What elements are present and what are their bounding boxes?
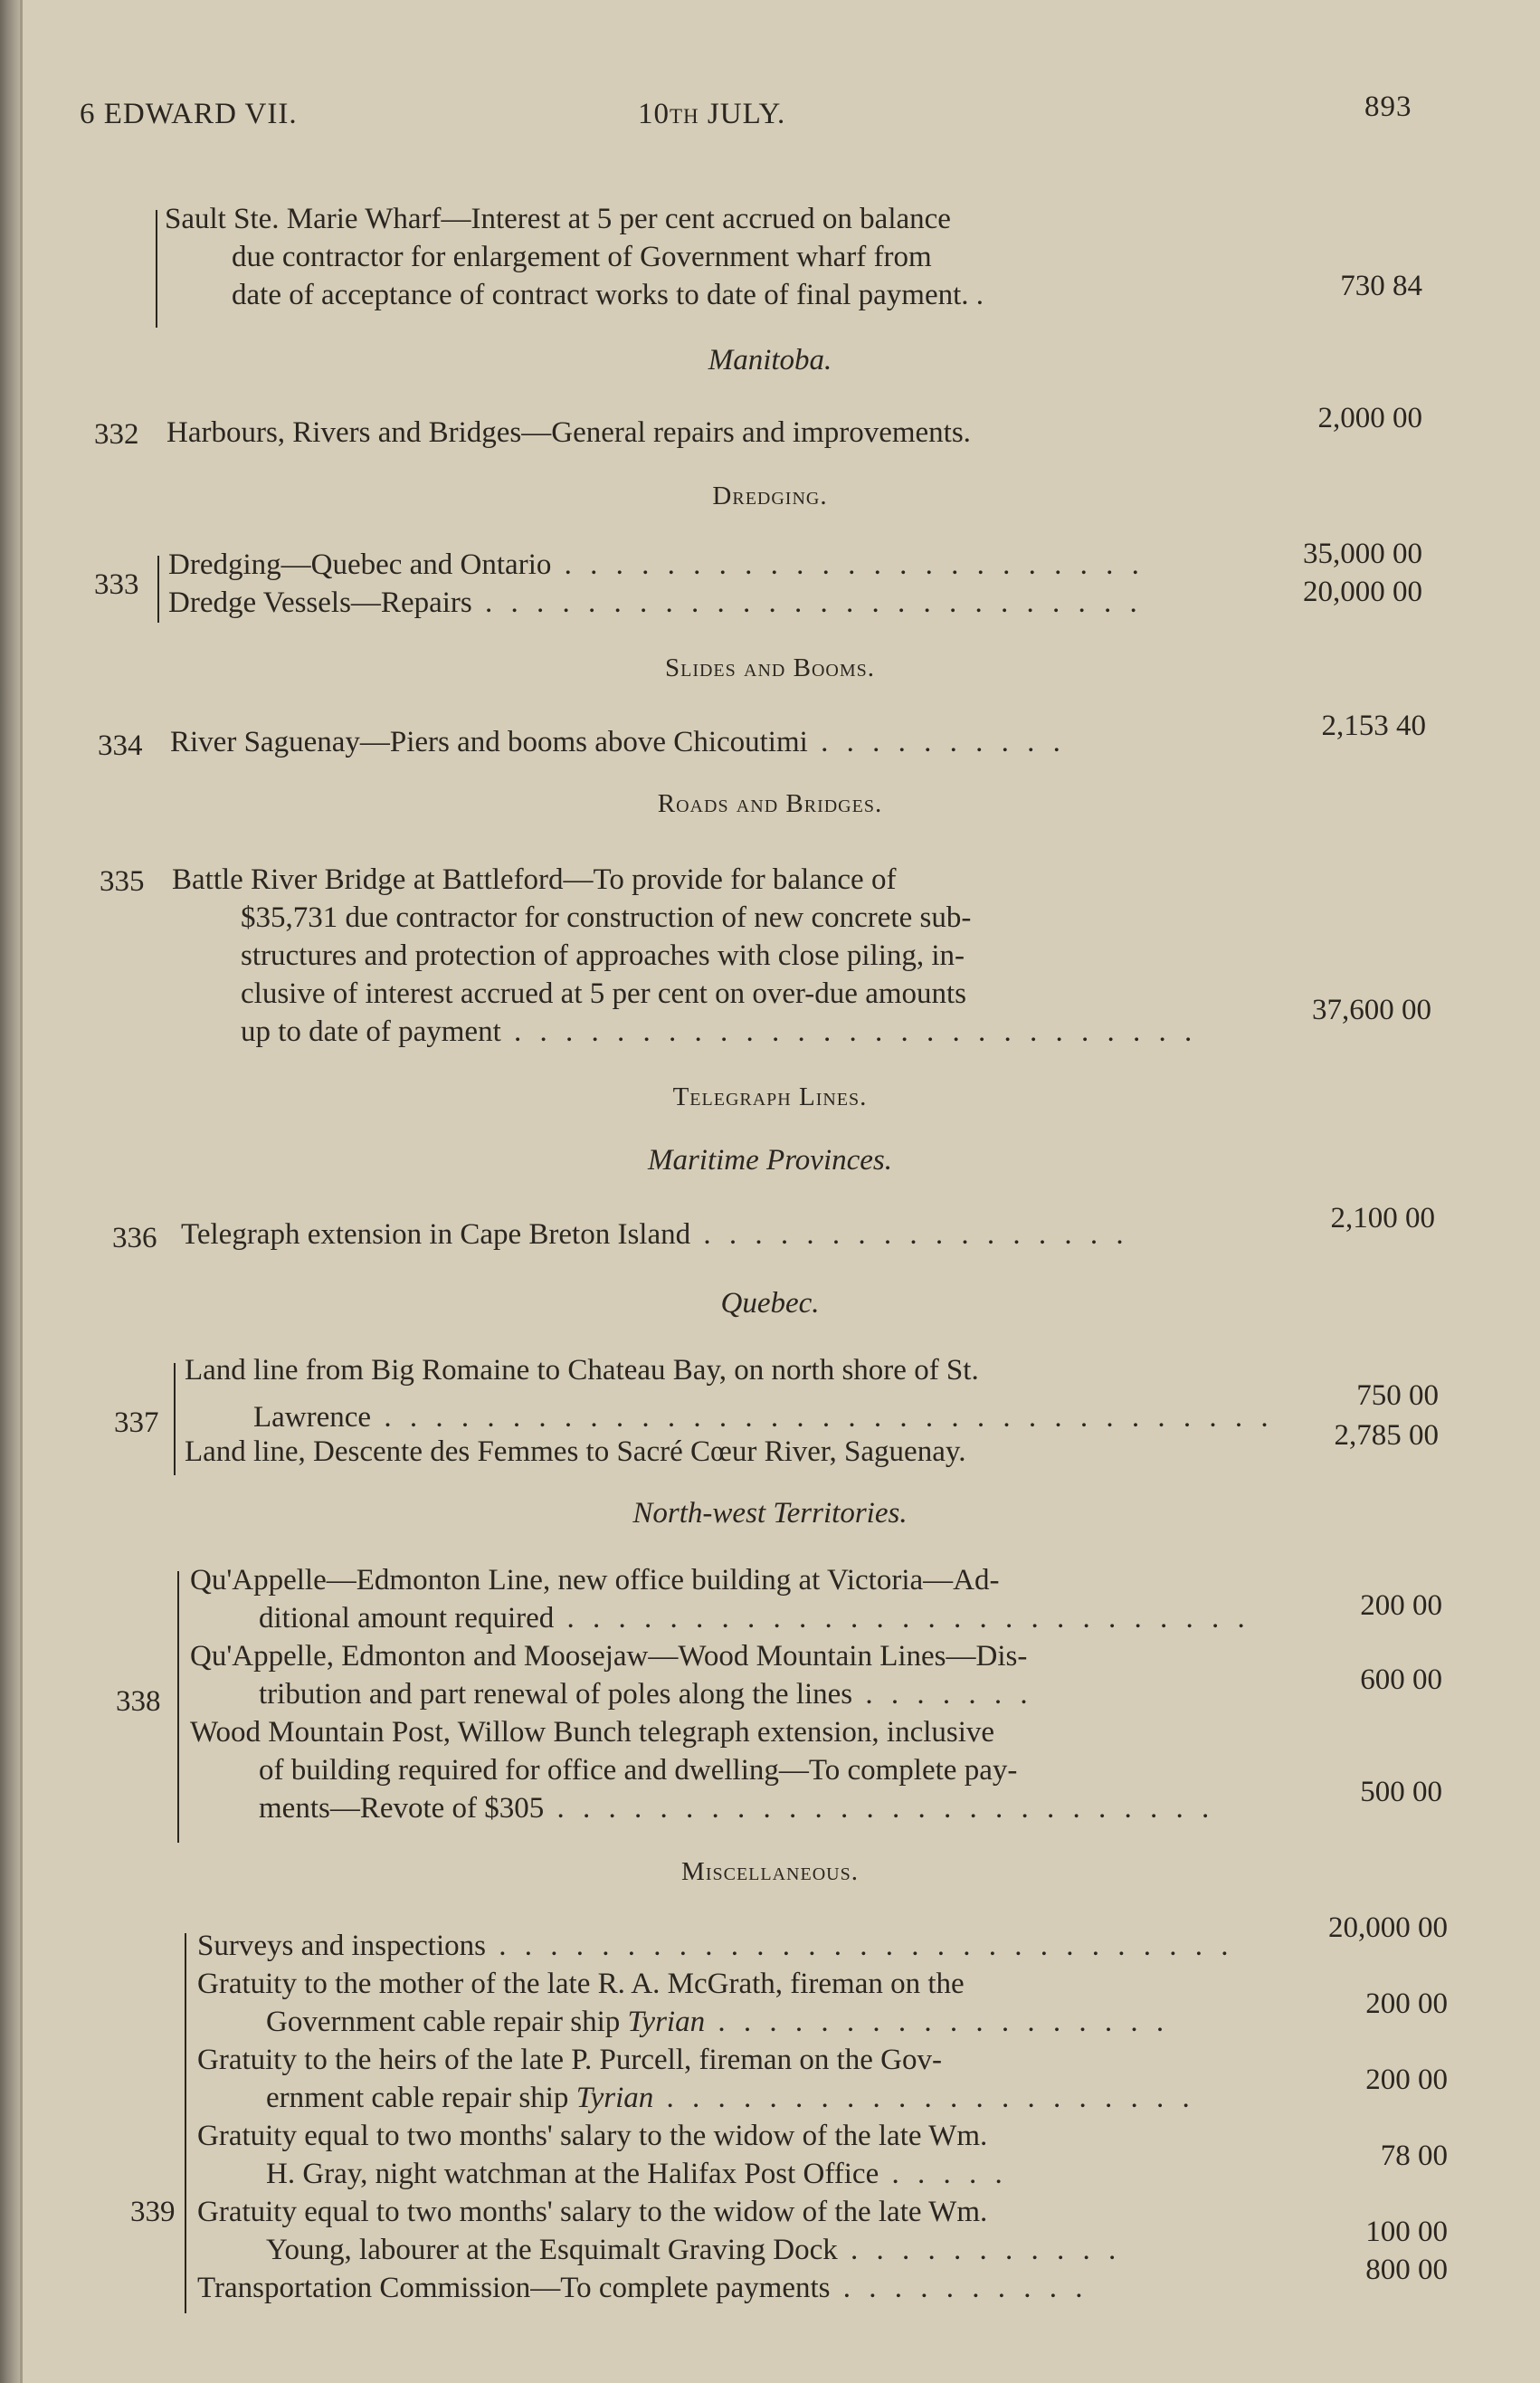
vote-number-332: 332 [94, 418, 139, 451]
vote-number-336: 336 [112, 1222, 157, 1254]
slides-amount: 2,153 40 [1321, 710, 1426, 742]
misc-amount-3: 200 00 [1365, 2064, 1448, 2096]
header-regnal-year: 6 EDWARD VII. [80, 98, 298, 130]
dredging-amount-2: 20,000 00 [1303, 576, 1422, 608]
misc-item-2-line-2: Government cable repair ship Tyrian . . . . . . . . . . . . . . . . . . [266, 2006, 1170, 2038]
misc-item-5-line-2: Young, labourer at the Esquimalt Graving Dock . . . . . . . . . . . [266, 2234, 1122, 2266]
heading-telegraph-lines: Telegraph Lines. [672, 1082, 868, 1111]
quebec-amount-1: 750 00 [1356, 1379, 1439, 1412]
nw-amount-3: 500 00 [1360, 1776, 1442, 1808]
nw-item-3-line-1: Wood Mountain Post, Willow Bunch telegraph extension, inclusive [190, 1716, 995, 1749]
vote-number-337: 337 [114, 1406, 159, 1439]
nw-item-2-line-2: tribution and part renewal of poles along the lines . . . . . . . [259, 1678, 1033, 1711]
vote-number-339: 339 [130, 2196, 176, 2228]
misc-amount-6: 800 00 [1365, 2254, 1448, 2286]
maritime-amount: 2,100 00 [1330, 1202, 1435, 1234]
roads-line-4: clusive of interest accrued at 5 per cent on over-due amounts [241, 977, 967, 1010]
misc-item-1: Surveys and inspections . . . . . . . . . . . . . . . . . . . . . . . . . . . . . [197, 1930, 1234, 1962]
dredging-item-1: Dredging—Quebec and Ontario . . . . . . . . . . . . . . . . . . . . . . . [168, 548, 1145, 581]
misc-item-2-line-1: Gratuity to the mother of the late R. A. McGrath, fireman on the [197, 1968, 965, 2000]
dredging-item-2: Dredge Vessels—Repairs . . . . . . . . . . . . . . . . . . . . . . . . . . [168, 586, 1143, 619]
sault-line-1: Sault Ste. Marie Wharf—Interest at 5 per cent accrued on balance [165, 203, 951, 235]
misc-item-6: Transportation Commission—To complete payments . . . . . . . . . . [197, 2272, 1088, 2304]
header-date: 10th JULY. [638, 98, 786, 130]
nw-item-3-line-2: of building required for office and dwelling—To complete pay- [259, 1754, 1018, 1787]
misc-amount-1: 20,000 00 [1328, 1911, 1448, 1944]
brace-quebec [174, 1363, 176, 1475]
roads-line-5: up to date of payment . . . . . . . . . . . . . . . . . . . . . . . . . . . [241, 1015, 1198, 1048]
misc-amount-5: 100 00 [1365, 2216, 1448, 2248]
manitoba-amount: 2,000 00 [1317, 402, 1422, 434]
manitoba-text: Harbours, Rivers and Bridges—General repairs and improvements. [166, 416, 971, 449]
misc-item-4-line-2: H. Gray, night watchman at the Halifax Post Office . . . . . [266, 2158, 1008, 2190]
brace-sault [156, 210, 157, 328]
heading-dredging: Dredging. [712, 481, 828, 510]
sault-amount: 730 84 [1340, 270, 1422, 302]
slides-text: River Saguenay—Piers and booms above Chicoutimi . . . . . . . . . . [170, 726, 1066, 758]
vote-number-333: 333 [94, 568, 139, 601]
brace-north-west [177, 1571, 179, 1843]
vote-number-335: 335 [100, 865, 145, 898]
brace-dredging [157, 556, 159, 623]
dredging-amount-1: 35,000 00 [1303, 538, 1422, 570]
roads-line-1: Battle River Bridge at Battleford—To provide for balance of [172, 863, 897, 896]
misc-amount-4: 78 00 [1380, 2140, 1448, 2172]
heading-roads-bridges: Roads and Bridges. [657, 789, 883, 818]
nw-item-1-line-1: Qu'Appelle—Edmonton Line, new office building at Victoria—Ad- [190, 1564, 1000, 1597]
nw-amount-1: 200 00 [1360, 1589, 1442, 1622]
maritime-text: Telegraph extension in Cape Breton Island . . . . . . . . . . . . . . . . . [181, 1218, 1129, 1251]
misc-item-3-line-2: ernment cable repair ship Tyrian . . . . . . . . . . . . . . . . . . . . . [266, 2082, 1195, 2114]
vote-number-338: 338 [116, 1685, 161, 1718]
misc-item-5-line-1: Gratuity equal to two months' salary to the widow of the late Wm. [197, 2196, 988, 2228]
quebec-item-1-line-1: Land line from Big Romaine to Chateau Bay, on north shore of St. [185, 1354, 979, 1387]
misc-item-4-line-1: Gratuity equal to two months' salary to the widow of the late Wm. [197, 2120, 988, 2152]
page-number: 893 [1364, 91, 1412, 123]
heading-north-west-territories: North-west Territories. [632, 1497, 908, 1530]
heading-slides-booms: Slides and Booms. [664, 653, 875, 682]
heading-manitoba: Manitoba. [708, 344, 832, 377]
misc-amount-2: 200 00 [1365, 1987, 1448, 2020]
nw-amount-2: 600 00 [1360, 1663, 1442, 1696]
heading-maritime-provinces: Maritime Provinces. [647, 1144, 893, 1177]
nw-item-1-line-2: ditional amount required . . . . . . . . . . . . . . . . . . . . . . . . . . . [259, 1602, 1250, 1635]
heading-miscellaneous: Miscellaneous. [681, 1857, 859, 1886]
nw-item-3-line-3: ments—Revote of $305 . . . . . . . . . . . . . . . . . . . . . . . . . . [259, 1792, 1215, 1825]
nw-item-2-line-1: Qu'Appelle, Edmonton and Moosejaw—Wood Mountain Lines—Dis- [190, 1640, 1028, 1673]
heading-quebec: Quebec. [720, 1287, 820, 1320]
vote-number-334: 334 [98, 729, 143, 762]
sault-line-2: due contractor for enlargement of Government wharf from [232, 241, 932, 273]
roads-line-3: structures and protection of approaches with close piling, in- [241, 939, 965, 972]
sault-line-3: date of acceptance of contract works to date of final payment. . [232, 279, 984, 311]
quebec-amount-2: 2,785 00 [1334, 1419, 1439, 1452]
roads-line-2: $35,731 due contractor for construction of new concrete sub- [241, 901, 972, 934]
quebec-item-1-line-2: Lawrence . . . . . . . . . . . . . . . . . . . . . . . . . . . . . . . . . . . [253, 1401, 1274, 1434]
quebec-item-2: Land line, Descente des Femmes to Sacré Cœur River, Saguenay. [185, 1435, 966, 1468]
misc-item-3-line-1: Gratuity to the heirs of the late P. Purcell, fireman on the Gov- [197, 2044, 942, 2076]
roads-amount: 37,600 00 [1312, 994, 1431, 1026]
brace-miscellaneous [185, 1933, 186, 2313]
